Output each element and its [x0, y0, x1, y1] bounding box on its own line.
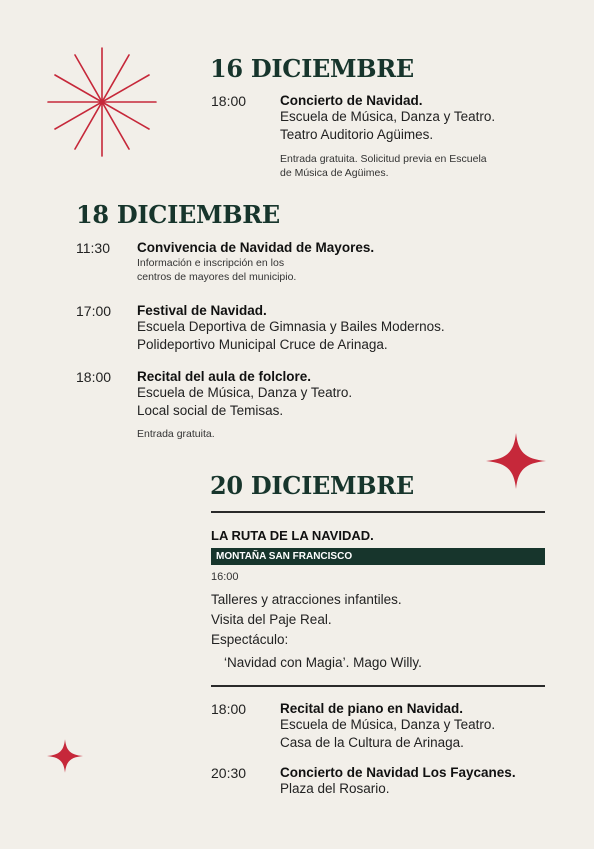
day-heading: 16 DICIEMBRE [210, 54, 414, 83]
event-title: Concierto de Navidad. [280, 93, 423, 108]
event-location: Polideportivo Municipal Cruce de Arinaga. [137, 337, 388, 352]
event-title: Convivencia de Navidad de Mayores. [137, 240, 375, 255]
divider [211, 685, 545, 687]
event-block [137, 303, 445, 354]
event-title: Recital de piano en Navidad. [280, 701, 464, 716]
ruta-line: Espectáculo: [211, 632, 289, 647]
event-location: Plaza del Rosario. [280, 781, 390, 796]
event-note: Información e inscripción en los [137, 257, 285, 269]
ruta-title: LA RUTA DE LA NAVIDAD. [211, 528, 374, 543]
event-venue: Escuela de Música, Danza y Teatro. [280, 109, 496, 124]
starburst-icon [46, 46, 158, 158]
event-title: Festival de Navidad. [137, 303, 267, 318]
event-block [280, 701, 495, 752]
event-block [137, 369, 352, 441]
day-heading: 20 DICIEMBRE [210, 471, 414, 500]
ruta-time: 16:00 [211, 571, 239, 583]
event-time: 18:00 [76, 369, 112, 385]
sparkle-star-icon [47, 739, 83, 773]
location-banner: MONTAÑA SAN FRANCISCO [211, 548, 545, 565]
event-block [280, 765, 516, 798]
event-note: de Música de Agüimes. [280, 167, 389, 179]
event-time: 18:00 [211, 701, 247, 717]
ruta-line: Talleres y atracciones infantiles. [211, 592, 402, 607]
event-note: centros de mayores del municipio. [137, 271, 297, 283]
day-heading: 18 DICIEMBRE [76, 200, 280, 229]
ruta-show: ‘Navidad con Magia’. Mago Willy. [224, 655, 422, 670]
event-note: Entrada gratuita. [137, 428, 215, 440]
event-location: Casa de la Cultura de Arinaga. [280, 735, 464, 750]
event-time: 11:30 [76, 240, 110, 256]
event-note: Entrada gratuita. Solicitud previa en Escuela [280, 153, 487, 165]
event-title: Recital del aula de folclore. [137, 369, 312, 384]
event-title: Concierto de Navidad Los Faycanes. [280, 765, 516, 780]
event-block [137, 240, 374, 284]
ruta-line: Visita del Paje Real. [211, 612, 332, 627]
event-location: Local social de Temisas. [137, 403, 284, 418]
event-time: 17:00 [76, 303, 112, 319]
event-venue: Escuela de Música, Danza y Teatro. [280, 717, 496, 732]
event-venue: Escuela Deportiva de Gimnasia y Bailes Modernos. [137, 319, 445, 334]
event-location: Teatro Auditorio Agüimes. [280, 127, 434, 142]
event-venue: Escuela de Música, Danza y Teatro. [137, 385, 353, 400]
divider [211, 511, 545, 513]
sparkle-star-icon [486, 433, 546, 489]
event-time: 18:00 [211, 93, 247, 109]
ruta-details [211, 590, 422, 673]
event-block [280, 93, 495, 180]
event-time: 20:30 [211, 765, 247, 781]
